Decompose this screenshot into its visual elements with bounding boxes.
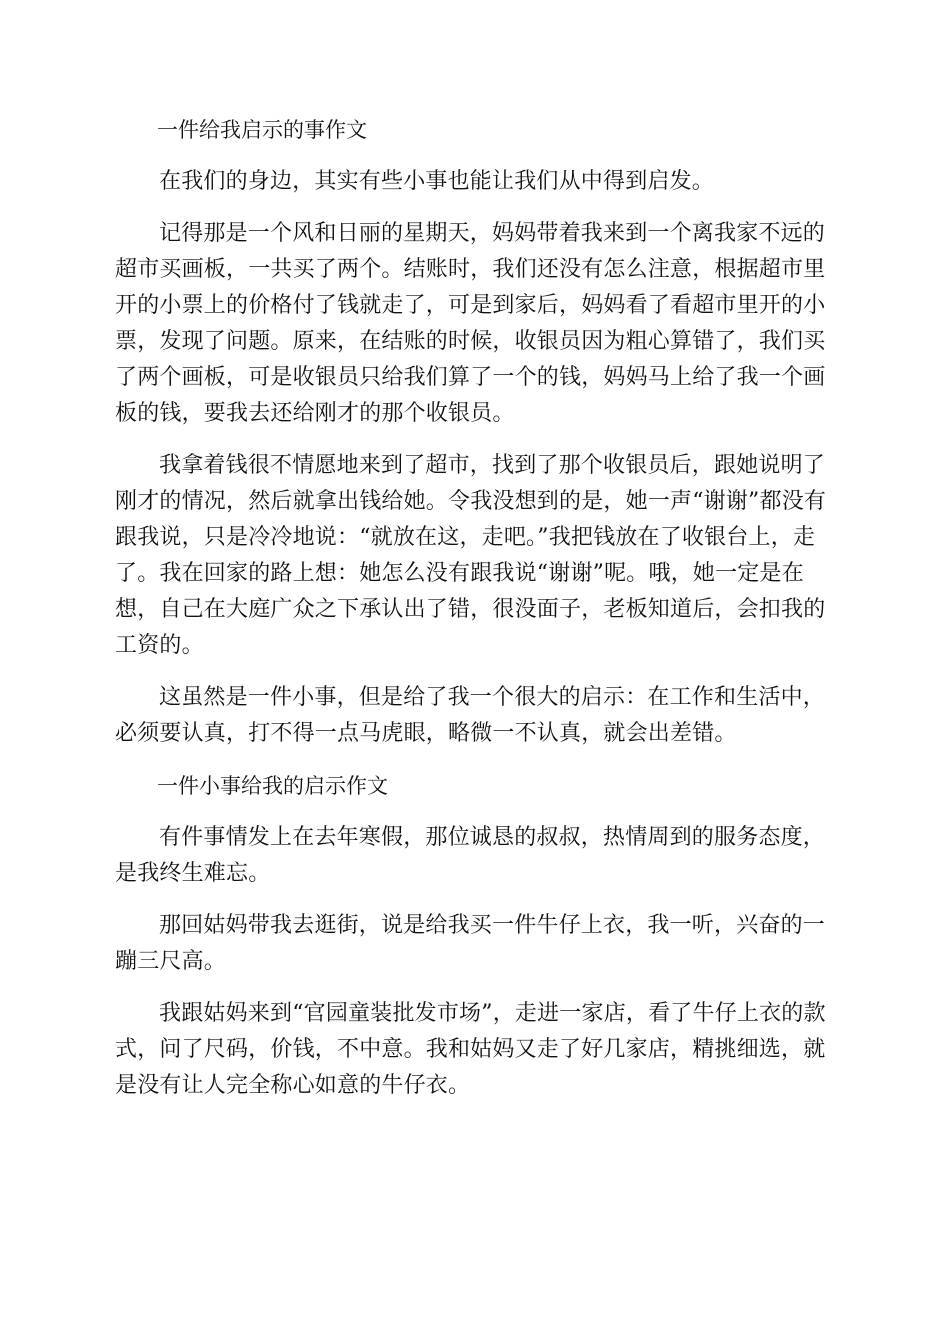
paragraph-1-3: 我拿着钱很不情愿地来到了超市，找到了那个收银员后，跟她说明了刚才的情况，然后就拿出钱给她。令我没想到的是，她一声“谢谢”都没有跟我说，只是冷冷地说：“就放在这，走吧。”我把钱放在了收银台上，走了。我在回家的路上想：她怎么没有跟我说“谢谢”呢。哦，她一定是在想，自己在大庭广众之下承认出了错，很没面子，老板知道后，会扣我的工资的。 xyxy=(115,453,827,658)
document-page xyxy=(115,112,835,1120)
paragraph-1-2: 记得那是一个风和日丽的星期天，妈妈带着我来到一个离我家不远的超市买画板，一共买了两个。结账时，我们还没有怎么注意，根据超市里开的小票上的价格付了钱就走了，可是到家后，妈妈看了看超市里开的小票，发现了问题。原来，在结账的时候，收银员因为粗心算错了，我们买了两个画板，可是收银员只给我们算了一个的钱，妈妈马上给了我一个画板的钱，要我去还给刚才的那个收银员。 xyxy=(115,221,826,426)
paragraph-2-1: 有件事情发上在去年寒假，那位诚恳的叔叔，热情周到的服务态度，是我终生难忘。 xyxy=(115,825,826,886)
essay-title-1: 一件给我启示的事作文 xyxy=(157,118,367,142)
essay-title-2: 一件小事给我的启示作文 xyxy=(157,774,388,798)
paragraph-2-2: 那回姑妈带我去逛街，说是给我买一件牛仔上衣，我一听，兴奋的一蹦三尺高。 xyxy=(115,913,826,974)
paragraph-2-3: 我跟姑妈来到“官园童装批发市场”，走进一家店，看了牛仔上衣的款式，问了尺码，价钱，不中意。我和姑妈又走了好几家店，精挑细选，就是没有让人完全称心如意的牛仔衣。 xyxy=(115,1001,826,1098)
paragraph-1-1: 在我们的身边，其实有些小事也能让我们从中得到启发。 xyxy=(159,169,715,194)
paragraph-1-4: 这虽然是一件小事，但是给了我一个很大的启示：在工作和生活中，必须要认真，打不得一点马虎眼，略微一不认真，就会出差错。 xyxy=(115,685,826,746)
